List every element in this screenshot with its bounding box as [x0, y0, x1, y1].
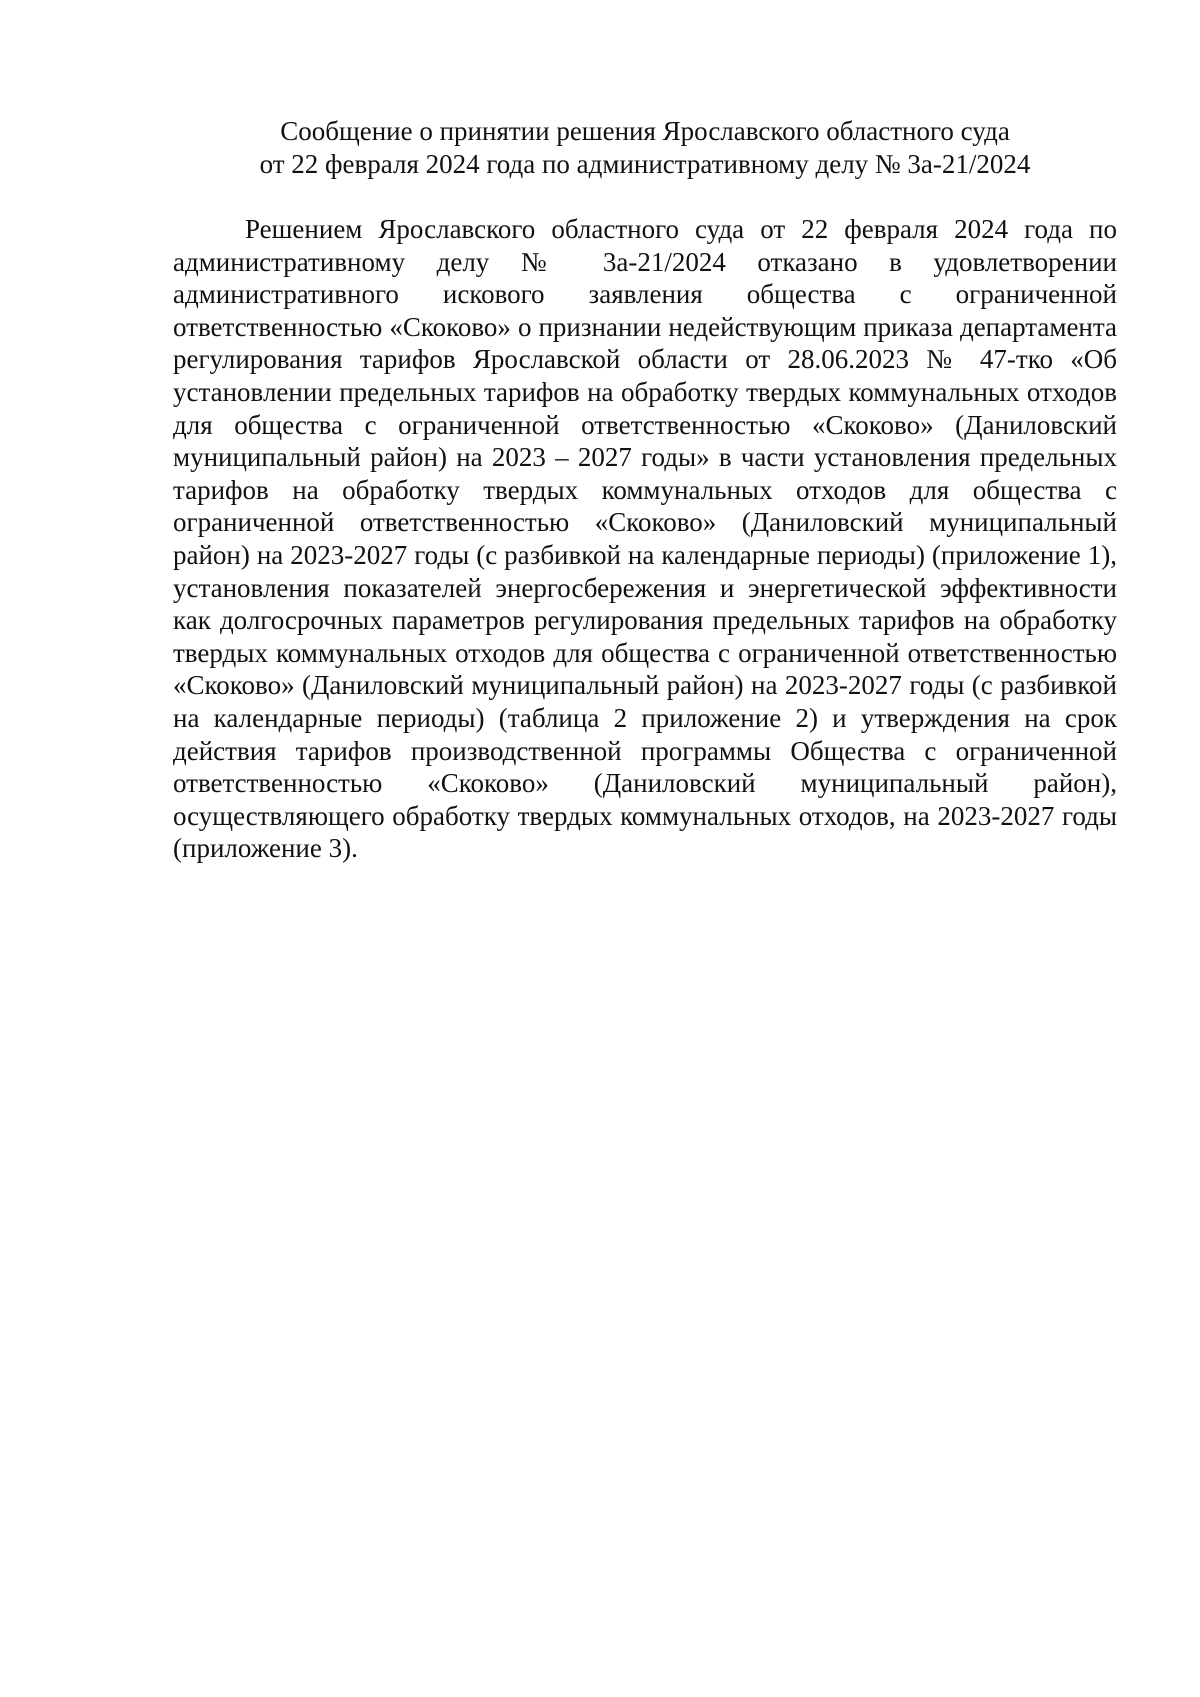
document-body-paragraph: Решением Ярославского областного суда от 22 февраля 2024 года по административному делу № 3а-21/2024 отказано в удовлетворении административного искового заявления общества с ограниченной ответственностью «Скоково» о признании недействующим приказа департамента регулирования тарифов Ярославской области от 28.06.2023 № 47-тко «Об установлении предельных тарифов на обработку твердых коммунальных отходов для общества с ограниченной ответственностью «Скоково» (Даниловский муниципальный район) на 2023 – 2027 годы» в части установления предельных тарифов на обработку твердых коммунальных отходов для общества с ограниченной ответственностью «Скоково» (Даниловский муниципальный район) на 2023-2027 годы (с разбивкой на календарные периоды) (приложение 1), установления показателей энергосбережения и энергетической эффективности как долгосрочных параметров регулирования предельных тарифов на обработку твердых коммунальных отходов для общества с ограниченной ответственностью «Скоково» (Даниловский муниципальный район) на 2023-2027 годы (с разбивкой на календарные периоды) (таблица 2 приложение 2) и утверждения на срок действия тарифов производственной программы Общества с ограниченной ответственностью «Скоково» (Даниловский муниципальный район), осуществляющего обработку твердых коммунальных отходов, на 2023-2027 годы (приложение 3).	[173, 214, 1117, 864]
document-title	[173, 115, 1117, 181]
title-line-2: от 22 февраля 2024 года по административному делу № 3а-21/2024	[259, 149, 1031, 179]
title-line-1: Сообщение о принятии решения Ярославского областного суда	[280, 116, 1010, 146]
